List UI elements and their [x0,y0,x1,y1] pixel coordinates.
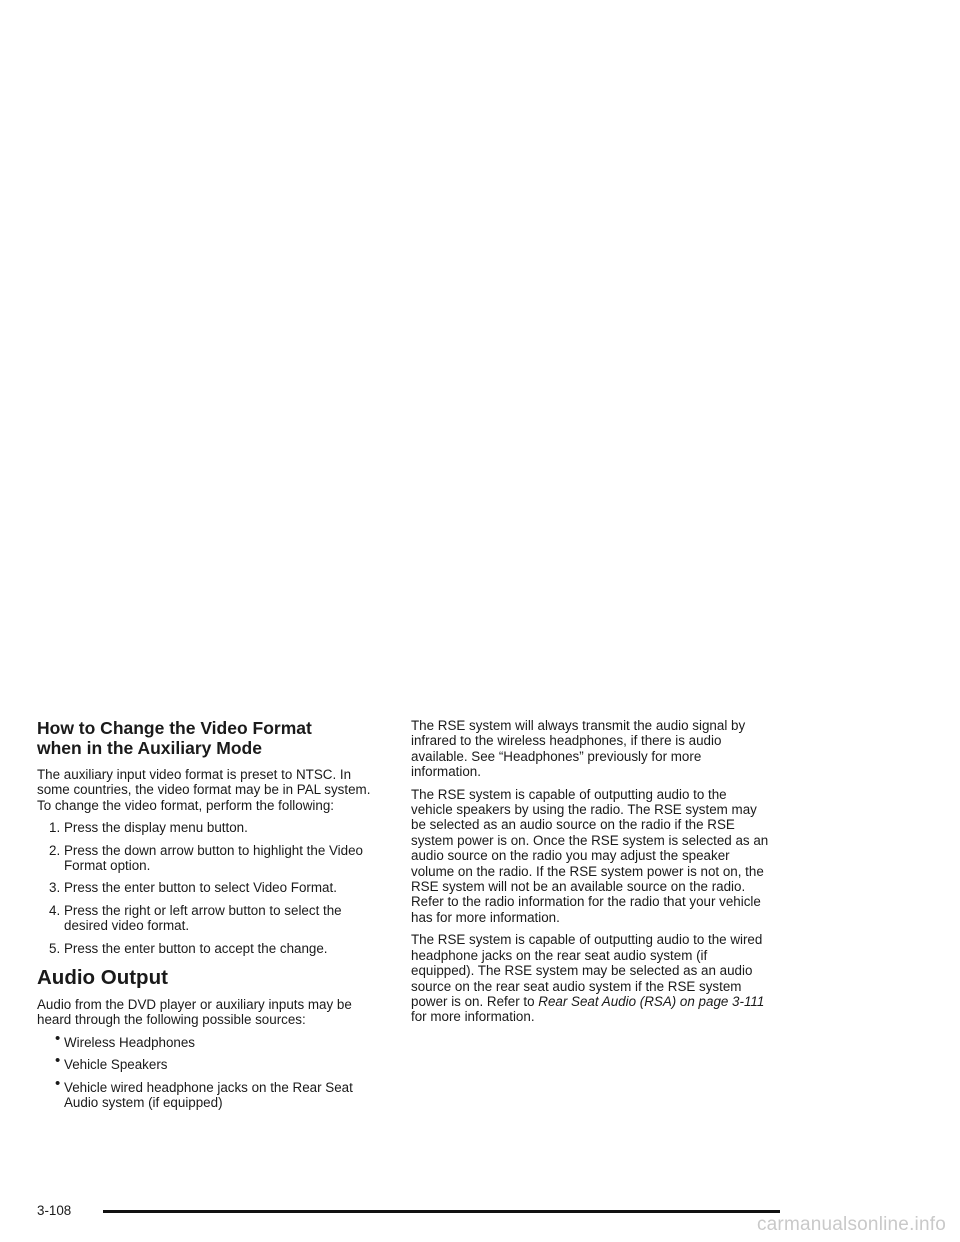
step-item [37,820,377,835]
paragraph-text: The RSE system is capable of outputting audio to the wired headphone jacks on the rear seat audio system (if equipped). The RSE system may be selected as an audio source on the rear seat audio system if the RSE system power is on. Refer to [411,932,763,1009]
section-heading-audio-output: Audio Output [37,966,168,990]
footer-rule [103,1210,780,1213]
step-number: 1. [49,820,61,836]
step-text: Press the down arrow button to highlight the Video Format option. [64,842,364,874]
wired-headphones-paragraph [411,932,771,1024]
list-item [37,1029,377,1050]
right-column [411,718,771,1032]
step-item [37,903,377,934]
video-format-steps [37,820,377,956]
step-text: Press the enter button to select Video Format. [64,880,337,896]
step-number: 3. [49,880,61,896]
list-item [37,1052,377,1073]
audio-sources-list [37,1029,377,1111]
step-item [37,880,377,895]
step-number: 5. [49,940,61,956]
bullet-icon: • [55,1074,61,1092]
section-heading-video-format: How to Change the Video Format when in the Auxiliary Mode [37,718,312,758]
left-column [37,718,377,1118]
source-text: Wireless Headphones [64,1034,195,1050]
step-number: 2. [49,842,61,858]
source-text: Vehicle wired headphone jacks on the Rear Seat Audio system (if equipped) [64,1079,353,1111]
bullet-icon: • [55,1029,61,1047]
source-text: Vehicle Speakers [64,1057,168,1073]
step-number: 4. [49,902,61,918]
step-text: Press the right or left arrow button to select the desired video format. [64,902,342,934]
page-number: 3-108 [37,1203,72,1218]
audio-output-intro: Audio from the DVD player or auxiliary inputs may be heard through the following possible sources: [37,997,352,1028]
infrared-paragraph: The RSE system will always transmit the audio signal by infrared to the wireless headphones, if there is audio available. See “Headphones” previously for more information. [411,718,746,780]
step-text: Press the enter button to accept the change. [64,940,328,956]
step-item [37,941,377,956]
video-format-intro: The auxiliary input video format is preset to NTSC. In some countries, the video format may be in PAL system. To change the video format, perform the following: [37,767,371,813]
step-text: Press the display menu button. [64,820,248,836]
vehicle-speakers-paragraph: The RSE system is capable of outputting audio to the vehicle speakers by using the radio. The RSE system may be selected as an audio source on the radio if the RSE system power is on. Once the RSE system is selected as an audio source on the radio you may adjust the speaker volume on the radio. If the RSE system power is not on, the RSE system will not be an available source on the radio. Refer to the radio information for the radio that your vehicle has for more information. [411,786,769,925]
watermark: carmanualsonline.info [756,1214,946,1235]
paragraph-text-end: for more information. [411,1009,535,1025]
rsa-page-reference: Rear Seat Audio (RSA) on page 3-111 [538,993,765,1009]
bullet-icon: • [55,1052,61,1070]
step-item [37,843,377,874]
list-item [37,1074,377,1111]
